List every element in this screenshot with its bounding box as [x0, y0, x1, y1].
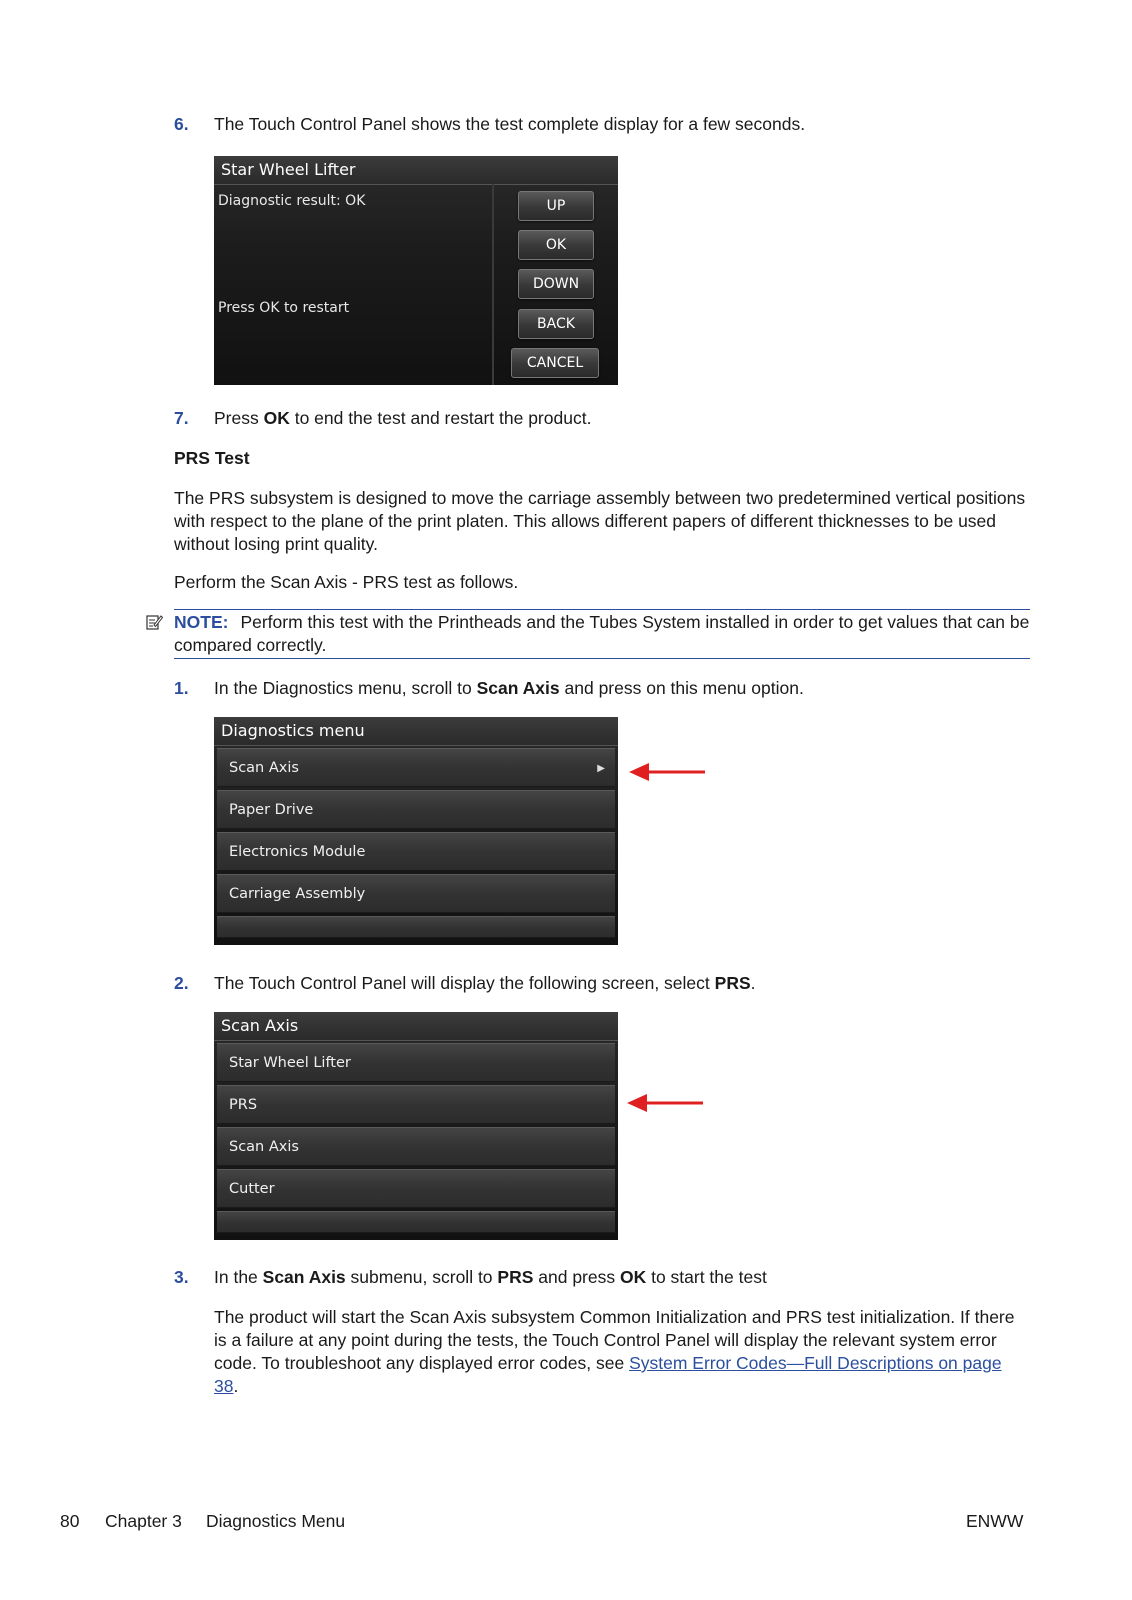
screen-title: Scan Axis: [214, 1012, 618, 1041]
text-run: to start the test: [646, 1267, 767, 1287]
menu-item-label: Scan Axis: [229, 760, 299, 776]
red-arrow-icon: [627, 760, 707, 784]
section-paragraph: Perform the Scan Axis - PRS test as follows.: [174, 572, 519, 592]
ok-button[interactable]: OK: [518, 230, 594, 260]
text-run: and press: [533, 1267, 620, 1287]
text-run: submenu, scroll to: [345, 1267, 498, 1287]
diagnostics-menu-screen: [214, 717, 618, 945]
bold-run: Scan Axis: [476, 678, 560, 698]
menu-item-cutter[interactable]: [217, 1169, 615, 1208]
text-run: In the: [214, 1267, 263, 1287]
note-block: [174, 611, 1030, 657]
section-paragraph: The PRS subsystem is designed to move the carriage assembly between two predetermined vertical positions with respect to the plane of the print platen. This allows different papers of different thicknesses to be used without losing print quality.: [174, 488, 1026, 554]
text-run: The Touch Control Panel will display the following screen, select: [214, 973, 715, 993]
bold-run: PRS: [714, 973, 751, 993]
step-number: 3.: [174, 1267, 189, 1287]
step-number: 1.: [174, 678, 189, 698]
down-button[interactable]: DOWN: [518, 269, 594, 299]
screen-title: Diagnostics menu: [214, 717, 618, 746]
bold-run: PRS: [497, 1267, 534, 1287]
menu-item-label: Scan Axis: [229, 1139, 299, 1155]
step-number: 6.: [174, 114, 189, 134]
menu-item-partial[interactable]: [217, 1211, 615, 1233]
menu-item-paper-drive[interactable]: [217, 790, 615, 829]
menu-item-scan-axis[interactable]: [217, 748, 615, 787]
star-wheel-lifter-screen: [214, 156, 618, 385]
step-text: [214, 972, 756, 995]
menu-item-prs[interactable]: [217, 1085, 615, 1124]
text-run: .: [233, 1376, 239, 1396]
up-button[interactable]: UP: [518, 191, 594, 221]
text-run: In the Diagnostics menu, scroll to: [214, 678, 477, 698]
bold-run: OK: [263, 408, 290, 428]
step-text: The Touch Control Panel shows the test complete display for a few seconds.: [214, 114, 806, 134]
note-label: NOTE:: [174, 612, 229, 632]
text-run: The product will start the Scan Axis subsystem Common Initialization and PRS test initialization. If there is a failure at any point during the tests, the Touch Control Panel will display the relevant system error code. To troubleshoot any displayed error codes, see: [214, 1307, 1015, 1373]
footer-right: ENWW: [966, 1511, 1024, 1531]
step-text: [214, 677, 804, 700]
text-run: and press on this menu option.: [559, 678, 804, 698]
step-paragraph: [214, 1306, 1030, 1398]
red-arrow-icon: [625, 1091, 705, 1115]
error-codes-link[interactable]: System Error Codes—Full Descriptions on page 38: [214, 1353, 1002, 1396]
menu-item-star-wheel-lifter[interactable]: [217, 1043, 615, 1082]
chevron-right-icon: ▶: [597, 763, 605, 774]
menu-item-partial[interactable]: [217, 916, 615, 938]
restart-instruction: Press OK to restart: [218, 300, 350, 316]
step-text: [214, 1266, 767, 1289]
menu-item-label: Carriage Assembly: [229, 886, 366, 902]
menu-item-electronics-module[interactable]: [217, 832, 615, 871]
screen-title: Star Wheel Lifter: [214, 156, 618, 185]
text-run: to end the test and restart the product.: [289, 408, 592, 428]
text-run: .: [750, 973, 756, 993]
back-button[interactable]: BACK: [518, 309, 594, 339]
divider: [492, 184, 494, 385]
section-heading: PRS Test: [174, 448, 250, 468]
menu-item-label: Paper Drive: [229, 802, 314, 818]
menu-item-label: Electronics Module: [229, 844, 366, 860]
note-top-rule: [174, 609, 1030, 610]
menu-item-scan-axis[interactable]: [217, 1127, 615, 1166]
cancel-button[interactable]: CANCEL: [511, 348, 599, 378]
step-number: 7.: [174, 408, 189, 428]
menu-item-label: Cutter: [229, 1181, 275, 1197]
step-number: 2.: [174, 973, 189, 993]
note-text: Perform this test with the Printheads and the Tubes System installed in order to get values that can be compared correctly.: [174, 612, 1030, 655]
step-text: [214, 407, 591, 430]
note-bottom-rule: [174, 658, 1030, 659]
page-number: 80: [60, 1511, 80, 1531]
menu-item-carriage-assembly[interactable]: [217, 874, 615, 913]
menu-item-label: PRS: [229, 1097, 258, 1113]
bold-run: OK: [619, 1267, 647, 1287]
chapter-title: Diagnostics Menu: [206, 1511, 346, 1531]
note-icon: [145, 613, 163, 631]
text-run: Press: [214, 408, 264, 428]
chapter-label: Chapter 3: [105, 1511, 182, 1531]
diagnostic-result: Diagnostic result: OK: [218, 193, 366, 209]
bold-run: Scan Axis: [262, 1267, 346, 1287]
menu-item-label: Star Wheel Lifter: [229, 1055, 351, 1071]
scan-axis-screen: [214, 1012, 618, 1240]
